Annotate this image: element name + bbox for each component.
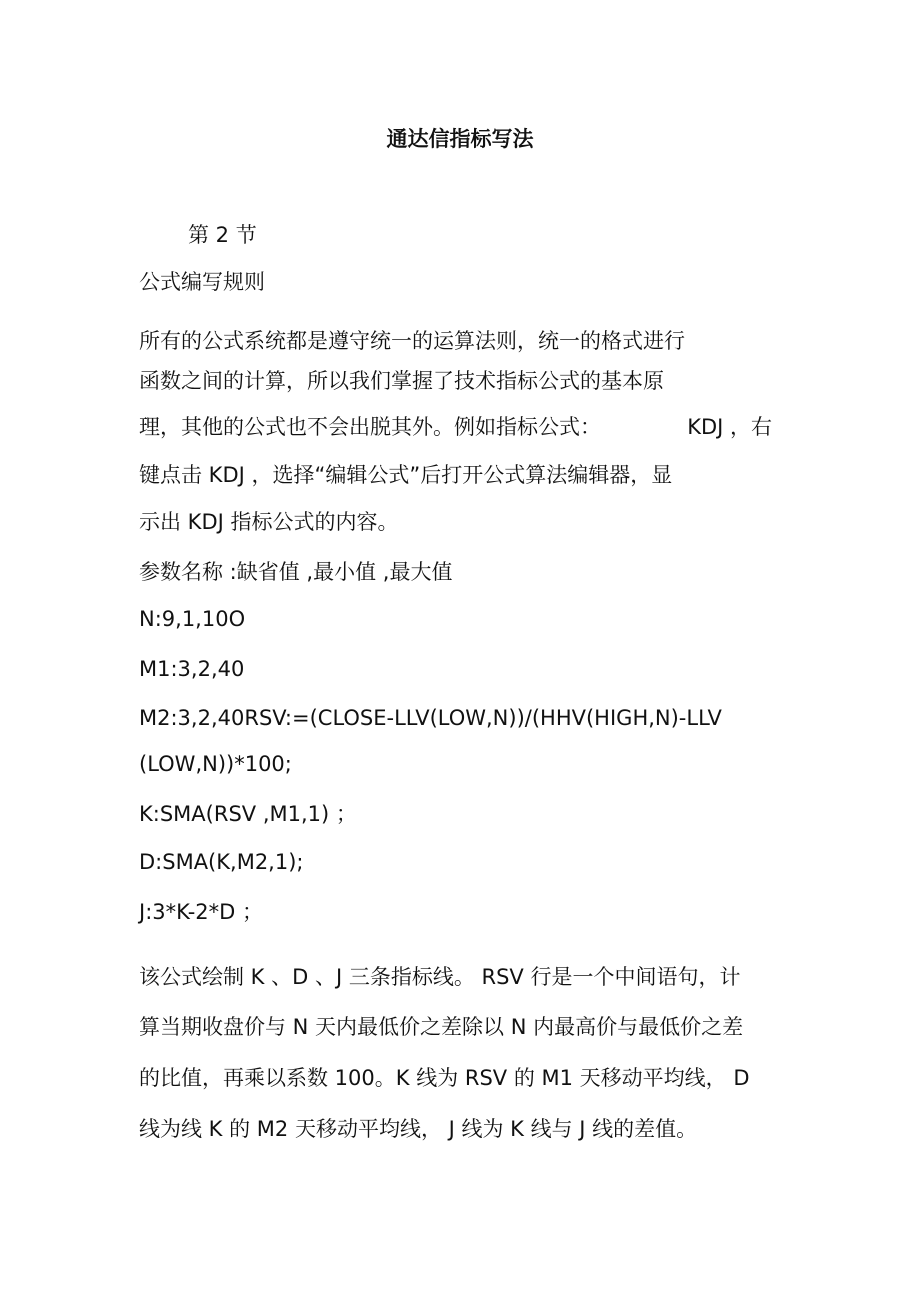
- paragraph-line: [139, 413, 772, 441]
- section-heading: 公式编写规则: [139, 270, 265, 294]
- paragraph-line: 键点击 KDJ ，选择“编辑公式”后打开公式算法编辑器，显: [139, 463, 673, 487]
- code-line: M2:3,2,40RSV:=(CLOSE-LLV(LOW,N))/(HHV(HIGH,N)-LLV: [139, 706, 722, 730]
- paragraph-line: 函数之间的计算，所以我们掌握了技术指标公式的基本原: [139, 369, 664, 393]
- section-number: 第 2 节: [188, 223, 257, 247]
- code-line: M1:3,2,40: [139, 657, 245, 681]
- paragraph-line-right: KDJ ，右: [687, 415, 772, 439]
- paragraph-line: 该公式绘制 K 、D 、J 三条指标线。 RSV 行是一个中间语句，计: [139, 965, 741, 989]
- paragraph-line: 线为线 K 的 M2 天移动平均线， J 线为 K 线与 J 线的差值。: [139, 1117, 698, 1141]
- code-line: K:SMA(RSV ,M1,1) ；: [139, 802, 357, 826]
- paragraph-line-left: 理，其他的公式也不会出脱其外。例如指标公式：: [139, 415, 601, 439]
- params-header: 参数名称 :缺省值 ,最小值 ,最大值: [139, 560, 453, 584]
- code-line: J:3*K-2*D ；: [139, 900, 263, 924]
- paragraph-line: 的比值，再乘以系数 100。K 线为 RSV 的 M1 天移动平均线， D: [139, 1066, 750, 1090]
- paragraph-line: 示出 KDJ 指标公式的内容。: [139, 510, 399, 534]
- code-line: (LOW,N))*100;: [139, 752, 292, 776]
- paragraph-line: 所有的公式系统都是遵守统一的运算法则，统一的格式进行: [139, 329, 685, 353]
- paragraph-line: 算当期收盘价与 N 天内最低价之差除以 N 内最高价与最低价之差: [139, 1015, 744, 1039]
- code-line: N:9,1,10O: [139, 607, 246, 631]
- document-title: 通达信指标写法: [386, 127, 534, 151]
- code-line: D:SMA(K,M2,1);: [139, 850, 304, 874]
